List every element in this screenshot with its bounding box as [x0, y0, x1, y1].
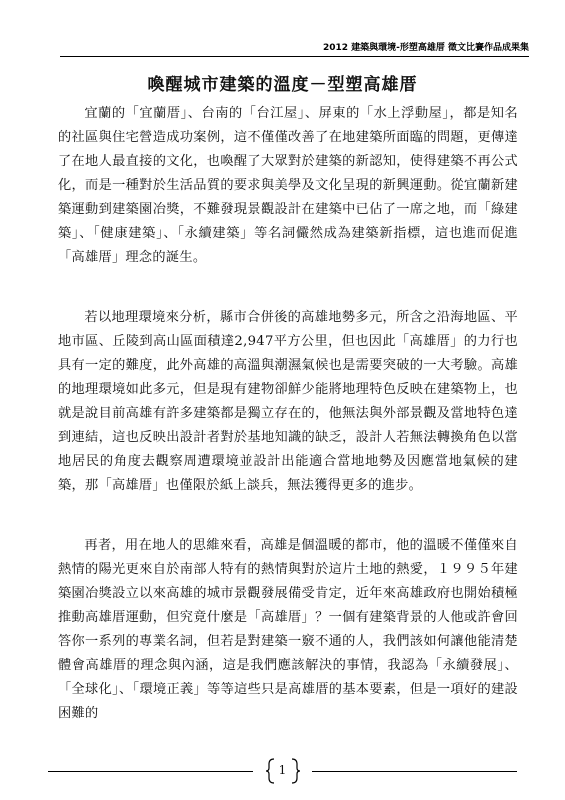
collection-title: 2012 建築與環境-形塑高雄厝 徵文比賽作品成果集: [322, 43, 529, 53]
page-footer: [48, 756, 517, 786]
running-header: [60, 40, 529, 57]
page-number-frame: [266, 758, 300, 784]
footer-rule-left: [48, 771, 253, 772]
paragraph-2: 若以地理環境來分析，縣市合併後的高雄地勢多元，所含之沿海地區、平地市區、丘陵到高山區面積達2,947平方公里，但也因此「高雄厝」的力行也具有一定的難度，此外高雄的高溫與潮濕氣候也是需要突破的一大考驗。高雄的地理環境如此多元，但是現有建物卻鮮少能將地理特色反映在建築物上，也就是說目前高雄有許多建築都是獨立存在的，他無法與外部景觀及當地特色達到連結，這也反映出設計者對於基地知識的缺乏，設計人若無法轉換角色以當地居民的角度去觀察周遭環境並設計出能適合當地地勢及因應當地氣候的建築，那「高雄厝」也僅限於紙上談兵，無法獲得更多的進步。: [58, 310, 518, 493]
footer-rule-right: [312, 771, 517, 772]
paragraph-3: 再者，用在地人的思維來看，高雄是個溫暖的都市，他的溫暖不僅僅來自熱情的陽光更來自於南部人特有的熱情與對於這片土地的熱愛，１９９５年建築園冶獎設立以來高雄的城市景觀發展備受肯定，近年來高雄政府也開始積極推動高雄厝運動，但究竟什麼是「高雄厝」？一個有建築背景的人他或許會回答你一系列的專業名詞，但若是對建築一竅不通的人，我們該如何讓他能清楚體會高雄厝的理念與內涵，這是我們應該解決的事情，我認為「永續發展」、「全球化」、「環境正義」等等這些只是高雄厝的基本要素，但是一項好的建設困難的: [58, 538, 518, 721]
article-title: 喚醒城市建築的溫度－型塑高雄厝: [147, 75, 418, 95]
paragraph-1: 宜蘭的「宜蘭厝」、台南的「台江屋」、屏東的「水上浮動屋」，都是知名的社區與住宅營造成功案例，這不僅僅改善了在地建築所面臨的問題，更傳達了在地人最直接的文化，也喚醒了大眾對於建築的新認知，使得建築不再公式化，而是一種對於生活品質的要求與美學及文化呈現的新興運動。從宜蘭新建築運動到建築園冶獎，不難發現景觀設計在建築中已佔了一席之地，而「綠建築」、「健康建築」、「永續建築」等名詞儼然成為建築新指標，這也進而促進「高雄厝」理念的誕生。: [58, 106, 518, 265]
page-number: 1: [278, 763, 287, 777]
article-body: [58, 102, 518, 762]
